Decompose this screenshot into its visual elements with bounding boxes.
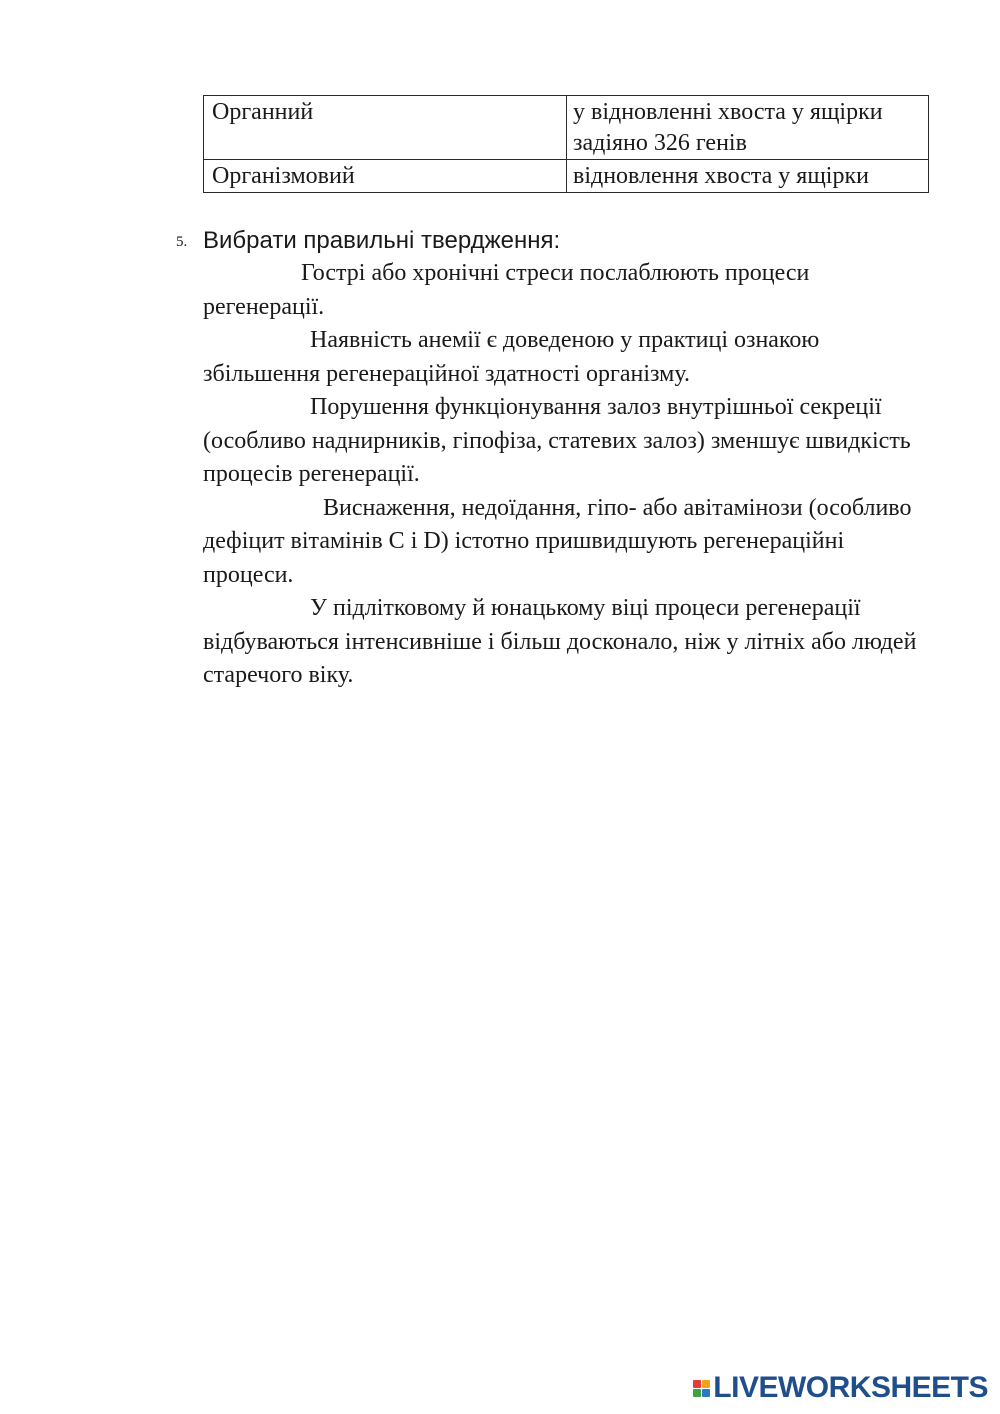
brand-mark-square xyxy=(702,1389,710,1397)
statement-item[interactable]: Наявність анемії є доведеною у практиці ознакою збільшення регенераційної здатності організму. xyxy=(203,327,820,387)
table-row xyxy=(204,160,929,193)
table-cell-level: Органний xyxy=(204,96,567,160)
table-row xyxy=(204,96,929,160)
statement-list xyxy=(203,257,928,693)
brand-mark-icon xyxy=(693,1380,710,1397)
question-title: Вибрати правильні твердження: xyxy=(203,227,561,254)
question-number: 5. xyxy=(176,234,188,250)
statement-item[interactable]: Порушення функціонування залоз внутрішньої секреції (особливо наднирників, гіпофіза, статевих залоз) зменшує швидкість процесів регенерації. xyxy=(203,394,911,487)
liveworksheets-logo xyxy=(693,1370,988,1406)
brand-name: LIVEWORKSHEETS xyxy=(713,1371,988,1404)
table-cell-example: у відновленні хвоста у ящірки задіяно 326 генів xyxy=(567,96,929,160)
brand-mark-square xyxy=(693,1380,701,1388)
statement-item[interactable]: Виснаження, недоїдання, гіпо- або авітамінози (особливо дефіцит вітамінів С і D) істотно пришвидшують регенераційні процеси. xyxy=(203,494,912,588)
brand-mark-square xyxy=(702,1380,710,1388)
table-cell-example: відновлення хвоста у ящірки xyxy=(567,160,929,193)
levels-table xyxy=(203,95,929,193)
brand-mark-square xyxy=(693,1389,701,1397)
statement-item[interactable]: У підлітковому й юнацькому віці процеси регенерації відбуваються інтенсивніше і більш досконало, ніж у літніх або людей старечого віку. xyxy=(203,595,917,688)
statement-item[interactable]: Гострі або хронічні стреси послаблюють процеси регенерації. xyxy=(203,260,810,320)
table-cell-level: Організмовий xyxy=(204,160,567,193)
